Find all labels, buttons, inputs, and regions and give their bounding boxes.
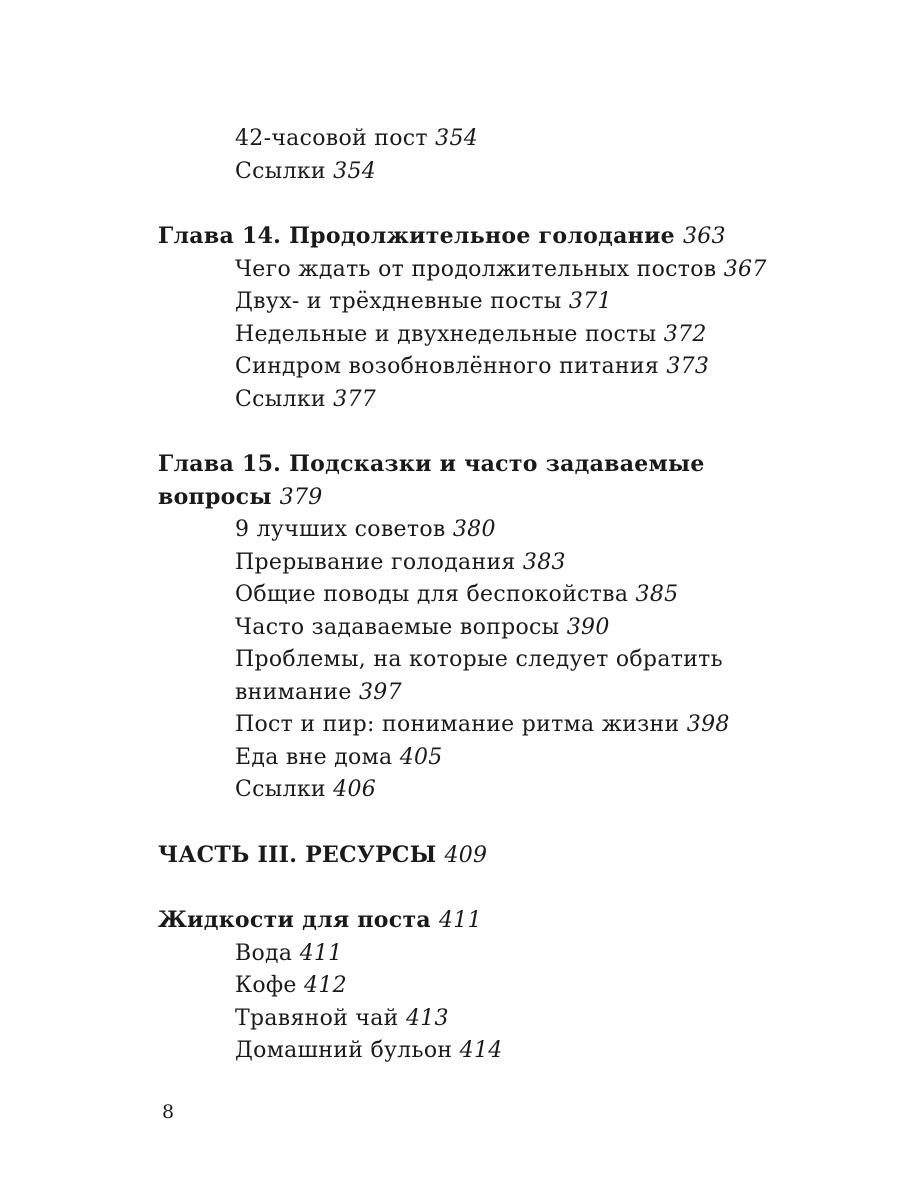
toc-entry-page: 414	[459, 1038, 503, 1063]
toc-entry-title: Еда вне дома	[235, 744, 393, 770]
toc-entry	[158, 774, 798, 807]
toc-entry-page: 406	[333, 777, 377, 802]
toc-entry	[158, 938, 798, 971]
chapter-page: 379	[279, 484, 323, 510]
toc-entry-page: 354	[435, 126, 479, 151]
toc-entry-title: Прерывание голодания	[235, 549, 516, 575]
table-of-contents	[158, 123, 798, 1068]
toc-entry-page: 411	[299, 940, 343, 966]
toc-entry	[158, 547, 798, 580]
toc-entry-page: 398	[686, 712, 730, 737]
toc-entry-page: 412	[304, 973, 347, 998]
section-page: 411	[438, 908, 482, 933]
toc-entry-title: 9 лучших советов	[235, 517, 446, 542]
chapter-title-line-1: Глава 15. Подсказки и часто задаваемые	[158, 451, 705, 477]
toc-entry-title: Чего ждать от продолжительных постов	[235, 256, 717, 282]
toc-entry-page: 413	[405, 1005, 449, 1031]
section-title: Жидкости для поста	[158, 907, 431, 933]
toc-entry	[158, 1035, 798, 1068]
part-page: 409	[444, 842, 488, 868]
chapter-title-line-2: вопросы	[158, 483, 272, 510]
toc-entry	[158, 970, 798, 1003]
toc-entry	[158, 351, 798, 384]
toc-entry-page: 354	[333, 158, 377, 184]
toc-entry-page: 377	[333, 386, 377, 412]
toc-entry-page: 385	[635, 582, 679, 607]
toc-part-3	[158, 839, 798, 873]
toc-entry-title: Домашний бульон	[235, 1038, 453, 1063]
toc-entry-page: 397	[358, 679, 402, 705]
toc-chapter-14	[158, 220, 798, 254]
toc-entry-title: Травяной чай	[235, 1005, 399, 1031]
toc-entry	[158, 286, 798, 319]
toc-entry-title: Ссылки	[235, 158, 326, 184]
toc-entry-title: Синдром возобновлённого питания	[235, 354, 660, 379]
toc-entry-title: Часто задаваемые вопросы	[235, 614, 560, 640]
toc-entry-page: 383	[522, 549, 566, 575]
chapter-page: 363	[682, 224, 726, 249]
toc-entry-title: Общие поводы для беспокойства	[235, 582, 629, 607]
toc-entry-title-line-1: Проблемы, на которые следует обратить	[235, 647, 723, 672]
toc-entry-title: Пост и пир: понимание ритма жизни	[235, 712, 680, 737]
toc-entry	[158, 254, 798, 287]
toc-entry-page: 372	[663, 321, 707, 347]
chapter-title: Глава 14. Продолжительное голодание	[158, 223, 675, 249]
toc-entry	[158, 709, 798, 742]
toc-entry	[158, 319, 798, 352]
toc-entry-page: 373	[666, 354, 710, 379]
toc-chapter-15	[158, 448, 798, 481]
part-title: ЧАСТЬ III. РЕСУРСЫ	[158, 841, 437, 868]
toc-entry-references	[158, 156, 798, 189]
toc-entry	[158, 579, 798, 612]
toc-entry-page: 380	[452, 517, 496, 542]
toc-section-liquids	[158, 904, 798, 938]
toc-chapter-15-continued	[158, 481, 798, 515]
toc-entry-title: 42-часовой пост	[235, 126, 428, 151]
toc-entry	[158, 644, 798, 677]
toc-entry-title-line-2: внимание	[235, 679, 352, 705]
toc-entry	[158, 384, 798, 417]
toc-entry-title: Двух- и трёхдневные посты	[235, 289, 562, 314]
toc-entry-title: Недельные и двухнедельные посты	[235, 321, 657, 347]
toc-entry	[158, 742, 798, 775]
toc-entry	[158, 514, 798, 547]
toc-entry-page: 371	[568, 289, 612, 314]
toc-entry-page: 367	[723, 256, 767, 282]
toc-entry-page: 390	[566, 614, 610, 640]
toc-entry-title: Ссылки	[235, 386, 326, 412]
toc-entry	[158, 612, 798, 645]
toc-entry-title: Вода	[235, 940, 293, 966]
toc-entry-page: 405	[399, 744, 443, 770]
toc-entry-42-hour-fast	[158, 123, 798, 156]
toc-entry-continued	[158, 677, 798, 710]
toc-entry-title: Ссылки	[235, 777, 326, 802]
page-number: 8	[162, 1101, 175, 1123]
toc-entry-title: Кофе	[235, 973, 297, 998]
toc-entry	[158, 1003, 798, 1036]
